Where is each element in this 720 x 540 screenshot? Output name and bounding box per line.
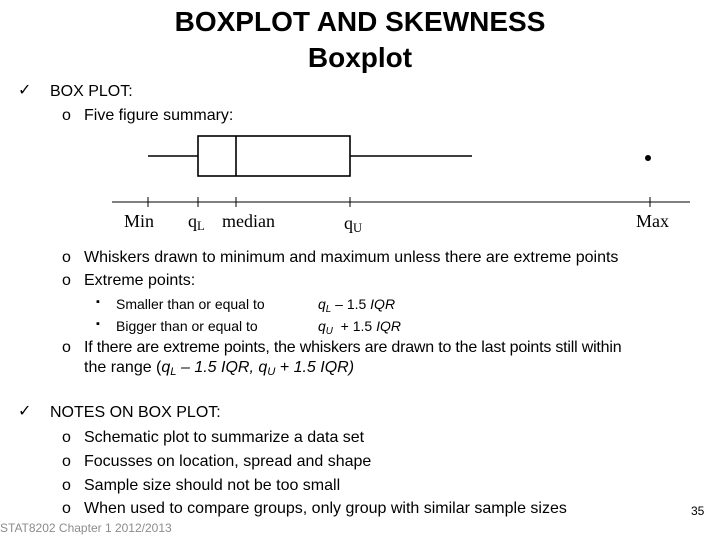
circle-bullet-icon: o <box>62 272 71 289</box>
page-number: 35 <box>691 504 705 518</box>
note-item-2: Focusses on location, spread and shape <box>84 453 372 470</box>
extreme-points-text: Extreme points: <box>84 272 196 289</box>
checkmark-icon: ✓ <box>18 82 32 99</box>
slide-title-line2: Boxplot <box>307 42 413 73</box>
box <box>198 136 350 176</box>
label-max: Max <box>636 211 669 231</box>
label-qu: $q_U$ <box>344 213 363 235</box>
five-figure-summary-text: Five figure summary: <box>84 107 234 124</box>
slide-title-line1: BOXPLOT AND SKEWNESS <box>174 6 546 37</box>
outlier-point <box>645 155 651 161</box>
smaller-formula: $q_L - 1.5$ IQR <box>318 296 396 315</box>
square-bullet-icon: ▪ <box>96 296 100 308</box>
circle-bullet-icon: o <box>62 429 71 446</box>
footer-text: STAT8202 Chapter 1 2012/2013 <box>0 521 172 535</box>
note-item-1: Schematic plot to summarize a data set <box>84 429 365 446</box>
label-min: Min <box>124 211 155 231</box>
label-ql: $q_L$ <box>188 211 205 233</box>
if-extreme-line1: If there are extreme points, the whiskers are drawn to the last points still within <box>84 339 622 356</box>
boxplot-diagram <box>0 130 720 210</box>
bigger-formula: $q_U + 1.5$ IQR <box>318 318 401 337</box>
circle-bullet-icon: o <box>62 477 71 494</box>
note-item-4: When used to compare groups, only group with similar sample sizes <box>84 500 567 517</box>
if-extreme-line2: the range ($q_L - 1.5$ IQR, $q_U + 1.5$ IQR) <box>84 359 355 378</box>
boxplot-heading: BOX PLOT: <box>50 83 133 100</box>
notes-heading: NOTES ON BOX PLOT: <box>50 404 221 421</box>
bigger-text: Bigger than or equal to <box>116 318 258 334</box>
circle-bullet-icon: o <box>62 500 71 517</box>
circle-bullet-icon: o <box>62 339 71 356</box>
label-median: median <box>222 211 275 231</box>
circle-bullet-icon: o <box>62 453 71 470</box>
checkmark-icon: ✓ <box>18 403 32 420</box>
whiskers-text: Whiskers drawn to minimum and maximum unless there are extreme points <box>84 249 619 266</box>
smaller-text: Smaller than or equal to <box>116 296 265 312</box>
note-item-3: Sample size should not be too small <box>84 477 341 494</box>
circle-bullet-icon: o <box>62 249 71 266</box>
circle-bullet-icon: o <box>62 107 71 124</box>
square-bullet-icon: ▪ <box>96 318 100 330</box>
